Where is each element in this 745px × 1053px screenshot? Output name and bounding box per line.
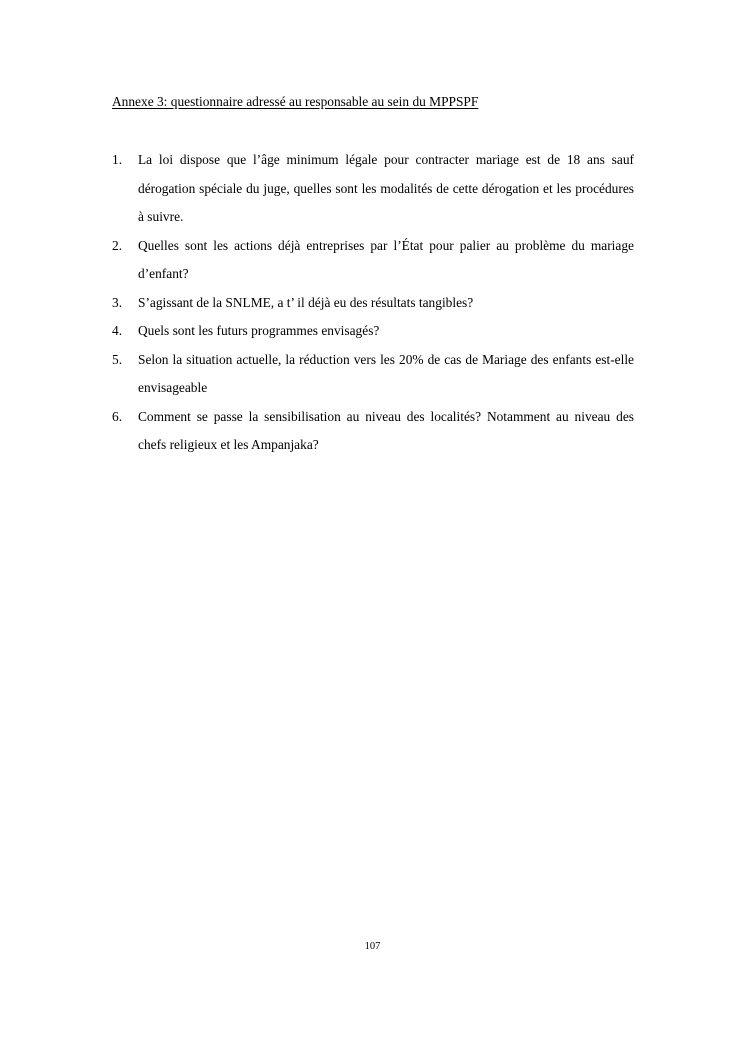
page-content bbox=[112, 92, 634, 460]
list-item bbox=[112, 317, 634, 346]
list-item-number: 3. bbox=[112, 294, 123, 310]
list-item-text: S’agissant de la SNLME, a t’ il déjà eu des résultats tangibles? bbox=[138, 294, 474, 310]
list-item bbox=[112, 403, 634, 460]
list-item-text: La loi dispose que l’âge minimum légale pour contracter mariage est de 18 ans sauf dérogation spéciale du juge, quelles sont les modalités de cette dérogation et les procédures à suivre. bbox=[138, 152, 634, 225]
list-item bbox=[112, 232, 634, 289]
list-item-text: Selon la situation actuelle, la réduction vers les 20% de cas de Mariage des enfants est-elle envisageable bbox=[138, 351, 634, 396]
list-item bbox=[112, 346, 634, 403]
page-title: Annexe 3: questionnaire adressé au responsable au sein du MPPSPF bbox=[112, 94, 479, 109]
list-item-number: 5. bbox=[112, 351, 123, 367]
list-item-text: Comment se passe la sensibilisation au niveau des localités? Notamment au niveau des chefs religieux et les Ampanjaka? bbox=[138, 408, 634, 453]
list-item bbox=[112, 146, 634, 232]
list-item-number: 6. bbox=[112, 408, 123, 424]
list-item-number: 1. bbox=[112, 152, 123, 168]
list-item-number: 2. bbox=[112, 237, 123, 253]
page-number: 107 bbox=[364, 941, 381, 952]
question-list bbox=[112, 146, 634, 460]
list-item-text: Quelles sont les actions déjà entreprises par l’État pour palier au problème du mariage d’enfant? bbox=[138, 237, 634, 282]
list-item bbox=[112, 289, 634, 318]
list-item-text: Quels sont les futurs programmes envisagés? bbox=[138, 323, 380, 339]
list-item-number: 4. bbox=[112, 323, 123, 339]
